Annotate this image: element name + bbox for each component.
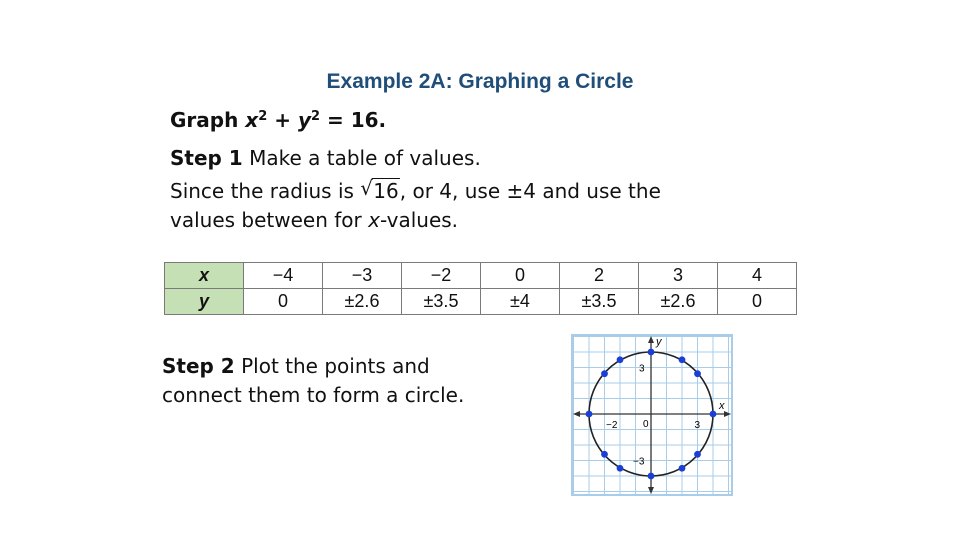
step1-line2 xyxy=(170,176,661,203)
step1-line3-var: x xyxy=(368,208,380,232)
tick-label-x-pos: 3 xyxy=(694,420,701,431)
step1-line1 xyxy=(170,146,481,170)
step1-line3 xyxy=(170,208,458,232)
graph-point xyxy=(648,349,655,356)
tick-label-y-neg: −3 xyxy=(633,456,645,468)
page-title: Example 2A: Graphing a Circle xyxy=(326,70,634,93)
table-header-y: y xyxy=(165,289,244,315)
radicand: 16 xyxy=(373,179,399,203)
tick-label-origin: 0 xyxy=(643,419,649,430)
step1-text: Make a table of values. xyxy=(242,146,481,170)
problem-exp2: 2 xyxy=(310,109,321,124)
problem-y: y xyxy=(297,108,311,132)
tick-label-x-neg: −2 xyxy=(606,420,618,431)
graph-point xyxy=(601,370,608,377)
step1-line3-before: values between for xyxy=(170,208,369,232)
graph-point xyxy=(586,411,593,418)
table-cell: ±2.6 xyxy=(639,289,718,315)
graph-point xyxy=(648,473,655,480)
graph-frame xyxy=(572,335,732,495)
step2-line2: connect them to form a circle. xyxy=(162,383,465,407)
problem-exp1: 2 xyxy=(258,109,268,124)
graph-point xyxy=(679,356,686,363)
graph-grid xyxy=(572,335,732,495)
table-cell: ±3.5 xyxy=(560,289,639,315)
table-cell: ±2.6 xyxy=(323,289,402,315)
step1-line3-after: -values. xyxy=(379,208,459,232)
x-axis-label: x xyxy=(719,400,725,412)
graph-point xyxy=(617,465,624,472)
table-cell: ±3.5 xyxy=(402,289,481,315)
table-cell: −4 xyxy=(244,263,323,289)
graph-point xyxy=(679,465,686,472)
graph-point xyxy=(710,411,717,418)
table-cell: 0 xyxy=(481,263,560,289)
graph-point xyxy=(617,356,624,363)
table-header-x: x xyxy=(165,263,244,289)
step1-line2-before: Since the radius is xyxy=(170,179,361,203)
table-cell: 2 xyxy=(560,263,639,289)
sqrt-symbol: √ 16 xyxy=(360,176,399,203)
problem-plus: + xyxy=(267,108,298,132)
table-cell: 0 xyxy=(244,289,323,315)
step1-label: Step 1 xyxy=(170,146,243,170)
graph-point xyxy=(601,451,608,458)
circle-graph xyxy=(571,334,733,496)
table-cell: 0 xyxy=(718,289,797,315)
step2-label: Step 2 xyxy=(162,354,235,378)
problem-rest: = 16. xyxy=(320,108,387,132)
values-table xyxy=(164,262,797,315)
graph-point xyxy=(694,451,701,458)
table-row-x xyxy=(165,263,797,289)
table-cell: −3 xyxy=(323,263,402,289)
graph-point xyxy=(694,370,701,377)
step2-line1: Plot the points and xyxy=(234,354,430,378)
step1-line2-after: , or 4, use ±4 and use the xyxy=(399,179,661,203)
problem-x: x xyxy=(245,108,259,132)
y-axis-label: y xyxy=(656,336,662,348)
table-cell: ±4 xyxy=(481,289,560,315)
table-cell: 4 xyxy=(718,263,797,289)
table-cell: −2 xyxy=(402,263,481,289)
step2-text xyxy=(162,352,464,410)
problem-statement xyxy=(170,108,386,132)
tick-label-y-pos: 3 xyxy=(639,363,645,375)
table-row-y xyxy=(165,289,797,315)
table-cell: 3 xyxy=(639,263,718,289)
problem-prefix: Graph xyxy=(170,108,246,132)
